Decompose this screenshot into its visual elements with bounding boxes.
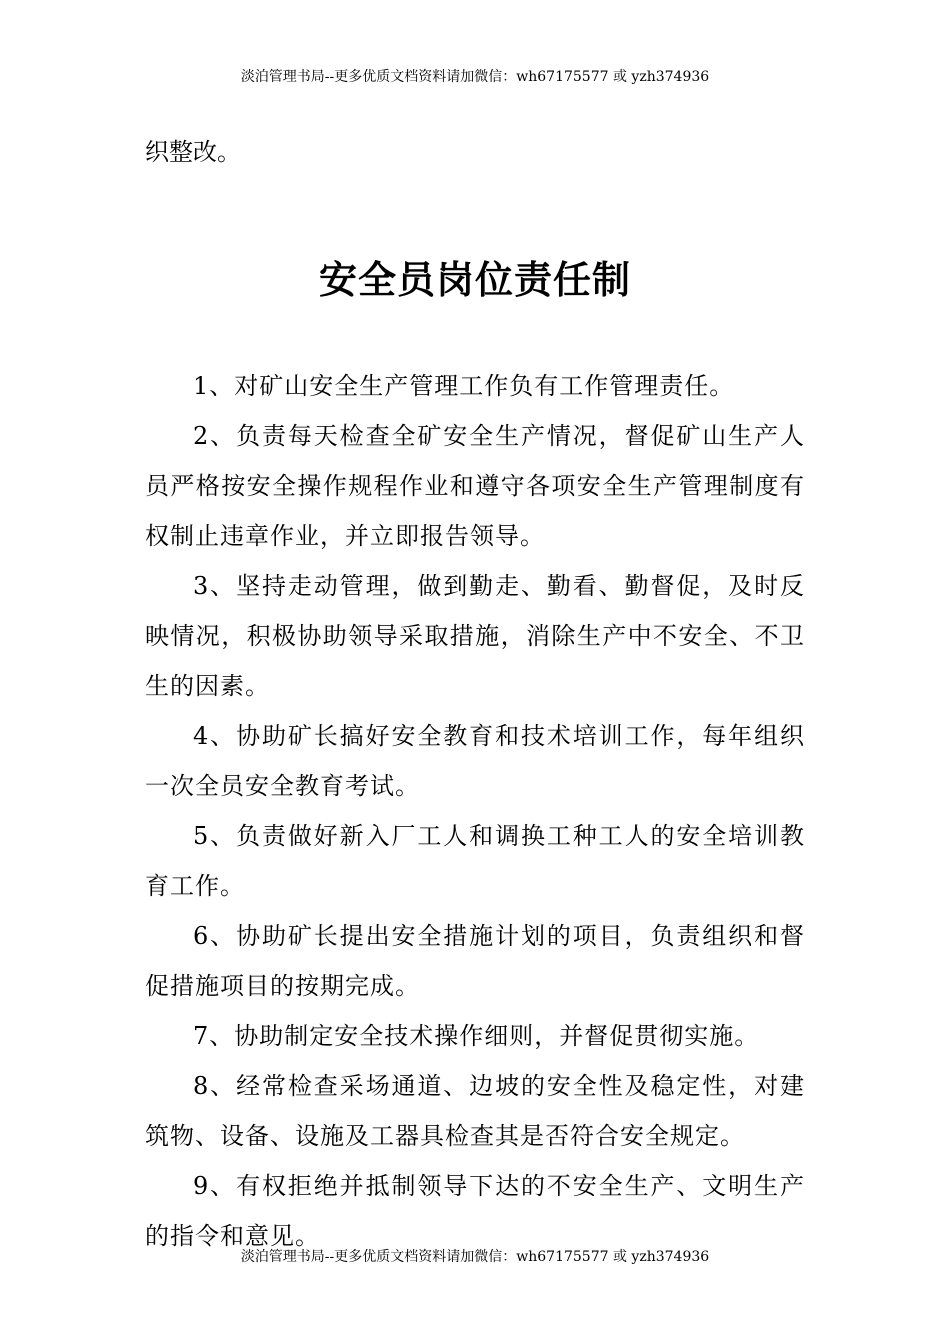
page-footer: 淡泊管理书局--更多优质文档资料请加微信：wh67175577 或 yzh374936	[240, 1249, 710, 1265]
list-item: 9、有权拒绝并抵制领导下达的不安全生产、文明生产的指令和意见。	[145, 1172, 805, 1250]
list-item: 4、协助矿长搞好安全教育和技术培训工作，每年组织一次全员安全教育考试。	[145, 722, 805, 800]
list-item: 7、协助制定安全技术操作细则，并督促贯彻实施。	[193, 1022, 760, 1050]
document-title: 安全员岗位责任制	[318, 258, 631, 302]
list-item: 6、协助矿长提出安全措施计划的项目，负责组织和督促措施项目的按期完成。	[145, 922, 805, 1000]
list-item: 1、对矿山安全生产管理工作负有工作管理责任。	[193, 372, 735, 400]
list-item: 2、负责每天检查全矿安全生产情况，督促矿山生产人员严格按安全操作规程作业和遵守各项安全生产管理制度有权制止违章作业，并立即报告领导。	[145, 422, 805, 550]
page-header: 淡泊管理书局--更多优质文档资料请加微信：wh67175577 或 yzh374936	[240, 69, 710, 85]
list-item: 8、经常检查采场通道、边坡的安全性及稳定性，对建筑物、设备、设施及工器具检查其是否符合安全规定。	[145, 1072, 805, 1150]
document-body	[145, 127, 805, 1261]
list-item: 5、负责做好新入厂工人和调换工种工人的安全培训教育工作。	[145, 822, 805, 900]
carryover-text: 织整改。	[145, 138, 241, 166]
list-item: 3、坚持走动管理，做到勤走、勤看、勤督促，及时反映情况，积极协助领导采取措施，消除生产中不安全、不卫生的因素。	[145, 572, 805, 700]
